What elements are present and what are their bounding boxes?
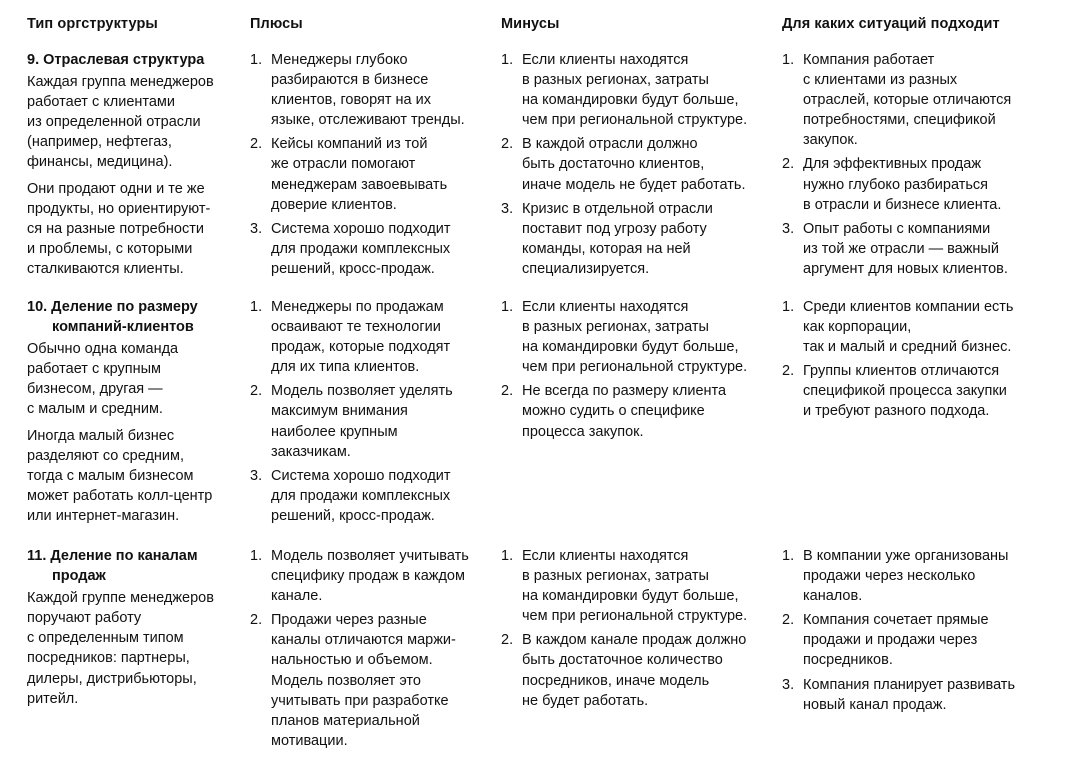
cons-list xyxy=(501,546,766,711)
row-9-pros-cell xyxy=(250,50,490,283)
list-item-number: 1. xyxy=(782,548,795,564)
pros-list-item xyxy=(250,546,490,606)
fit-list-item xyxy=(782,219,1082,279)
pros-list-item xyxy=(250,50,490,130)
fit-list-item xyxy=(782,610,1082,670)
row-11-desc-cell xyxy=(27,546,242,715)
row-11-fit-cell xyxy=(782,546,1082,719)
pros-list xyxy=(250,297,490,526)
fit-list-item xyxy=(782,297,1082,357)
list-item-number: 2. xyxy=(782,156,795,173)
list-item-number: 2. xyxy=(250,136,263,153)
list-item-number: 1. xyxy=(501,299,514,315)
structure-description: Каждой группе менеджеров поручают работу с определенным типом посредников: партнеры, дилеры, дистрибьюторы, ритейл. xyxy=(27,590,214,707)
list-item-text: Если клиенты находятся в разных регионах, затраты на командировки будут больше, чем при региональной структуре. xyxy=(522,52,748,129)
list-item-text: Опыт работы с компаниями из той же отрасли — важный аргумент для новых клиентов. xyxy=(803,220,1008,277)
list-item-text: В каждой отрасли должно быть достаточно клиентов, иначе модель не будет работать. xyxy=(522,136,746,193)
cons-list-item xyxy=(501,630,766,710)
fit-list xyxy=(782,546,1082,715)
fit-list-item xyxy=(782,361,1082,421)
cons-list-item xyxy=(501,297,766,377)
list-item-number: 1. xyxy=(501,548,514,564)
pros-list-item xyxy=(250,381,490,461)
list-item-number: 2. xyxy=(250,612,263,629)
row-11-pros-cell xyxy=(250,546,490,755)
pros-list-item xyxy=(250,466,490,526)
list-item-text: В каждом канале продаж должно быть достаточное количество посредников, иначе модель не будет работать. xyxy=(522,632,747,709)
row-11-cons-cell xyxy=(501,546,766,715)
list-item-text: Система хорошо подходит для продажи комплексных решений, кросс-продаж. xyxy=(271,467,451,524)
row-9-cons-cell xyxy=(501,50,766,283)
list-item-text: Компания сочетает прямые продажи и продажи через посредников. xyxy=(803,612,989,669)
structure-description: Каждая группа менеджеров работает с клиентами из определенной отрасли (например, нефтегаз, финансы, медицина). xyxy=(27,74,214,171)
list-item-number: 1. xyxy=(501,52,514,68)
pros-list xyxy=(250,546,490,751)
fit-list-item xyxy=(782,675,1082,715)
pros-list-item xyxy=(250,219,490,279)
list-item-number: 3. xyxy=(501,200,514,217)
row-9-fit-cell xyxy=(782,50,1082,283)
cons-list-item xyxy=(501,50,766,130)
pros-list-item xyxy=(250,297,490,377)
pros-list-item xyxy=(250,134,490,214)
list-item-text: Компания работает с клиентами из разных отраслей, которые отличаются потребностями, спецификой закупок. xyxy=(803,52,1012,149)
list-item-text: Продажи через разные каналы отличаются маржи- нальностью и объемом. Модель позволяет это учитывать при разработке планов материальной мотивации. xyxy=(271,612,456,749)
header-cons: Минусы xyxy=(501,16,560,32)
pros-list-item xyxy=(250,610,490,751)
structure-title: 9. Отраслевая структура xyxy=(27,52,205,68)
list-item-number: 3. xyxy=(250,467,263,484)
cons-list xyxy=(501,297,766,442)
list-item-number: 1. xyxy=(782,52,795,68)
list-item-text: Кризис в отдельной отрасли поставит под угрозу работу команды, которая на ней специализируется. xyxy=(522,200,713,277)
list-item-number: 2. xyxy=(501,136,514,153)
list-item-text: Если клиенты находятся в разных регионах, затраты на командировки будут больше, чем при региональной структуре. xyxy=(522,548,748,625)
list-item-text: Менеджеры по продажам осваивают те технологии продаж, которые подходят для их типа клиентов. xyxy=(271,299,451,376)
fit-list xyxy=(782,297,1082,422)
list-item-number: 3. xyxy=(250,220,263,237)
structure-description: Они продают одни и те же продукты, но ориентируют- ся на разные потребности и проблемы, с которыми сталкиваются клиенты. xyxy=(27,180,211,277)
fit-list-item xyxy=(782,546,1082,606)
structure-title: 11. Деление по каналам продаж xyxy=(27,548,198,585)
list-item-number: 2. xyxy=(250,383,263,400)
header-pros: Плюсы xyxy=(250,16,303,32)
structure-description: Обычно одна команда работает с крупным бизнесом, другая — с малым и средним. xyxy=(27,341,179,418)
cons-list-item xyxy=(501,546,766,626)
list-item-text: Кейсы компаний из той же отрасли помогают менеджерам завоевывать доверие клиентов. xyxy=(271,136,448,213)
list-item-text: Модель позволяет уделять максимум внимания наиболее крупным заказчикам. xyxy=(271,383,453,460)
fit-list-item xyxy=(782,154,1082,214)
list-item-text: Компания планирует развивать новый канал продаж. xyxy=(803,676,1016,713)
fit-list xyxy=(782,50,1082,279)
list-item-text: Модель позволяет учитывать специфику продаж в каждом канале. xyxy=(271,548,469,605)
row-9-desc-cell xyxy=(27,50,242,285)
list-item-text: Система хорошо подходит для продажи комплексных решений, кросс-продаж. xyxy=(271,220,451,277)
list-item-number: 2. xyxy=(501,632,514,649)
row-10-fit-cell xyxy=(782,297,1082,426)
structure-title: 10. Деление по размеру компаний-клиентов xyxy=(27,299,198,336)
list-item-number: 2. xyxy=(782,612,795,629)
row-10-desc-cell xyxy=(27,297,242,532)
cons-list-item xyxy=(501,134,766,194)
list-item-text: Среди клиентов компании есть как корпорации, так и малый и средний бизнес. xyxy=(803,299,1014,356)
cons-list xyxy=(501,50,766,279)
structure-description: Иногда малый бизнес разделяют со средним, тогда с малым бизнесом может работать колл-центр или интернет-магазин. xyxy=(27,427,213,524)
list-item-number: 3. xyxy=(782,220,795,237)
pros-list xyxy=(250,50,490,279)
list-item-number: 1. xyxy=(782,299,795,315)
list-item-text: Если клиенты находятся в разных регионах, затраты на командировки будут больше, чем при региональной структуре. xyxy=(522,299,748,376)
list-item-text: Группы клиентов отличаются спецификой процесса закупки и требуют разного подхода. xyxy=(803,363,1007,420)
list-item-text: В компании уже организованы продажи через несколько каналов. xyxy=(803,548,1009,605)
list-item-number: 3. xyxy=(782,676,795,693)
list-item-number: 1. xyxy=(250,548,263,564)
header-type: Тип оргструктуры xyxy=(27,16,158,32)
header-fit: Для каких ситуаций подходит xyxy=(782,16,1000,32)
list-item-number: 1. xyxy=(250,299,263,315)
list-item-text: Менеджеры глубоко разбираются в бизнесе клиентов, говорят на их языке, отслеживают тренды. xyxy=(271,52,465,129)
row-10-pros-cell xyxy=(250,297,490,530)
cons-list-item xyxy=(501,199,766,279)
list-item-number: 2. xyxy=(782,363,795,380)
list-item-text: Не всегда по размеру клиента можно судить о специфике процесса закупок. xyxy=(522,383,727,440)
row-10-cons-cell xyxy=(501,297,766,446)
fit-list-item xyxy=(782,50,1082,150)
list-item-text: Для эффективных продаж нужно глубоко разбираться в отрасли и бизнесе клиента. xyxy=(803,156,1002,213)
cons-list-item xyxy=(501,381,766,441)
list-item-number: 2. xyxy=(501,383,514,400)
list-item-number: 1. xyxy=(250,52,263,68)
